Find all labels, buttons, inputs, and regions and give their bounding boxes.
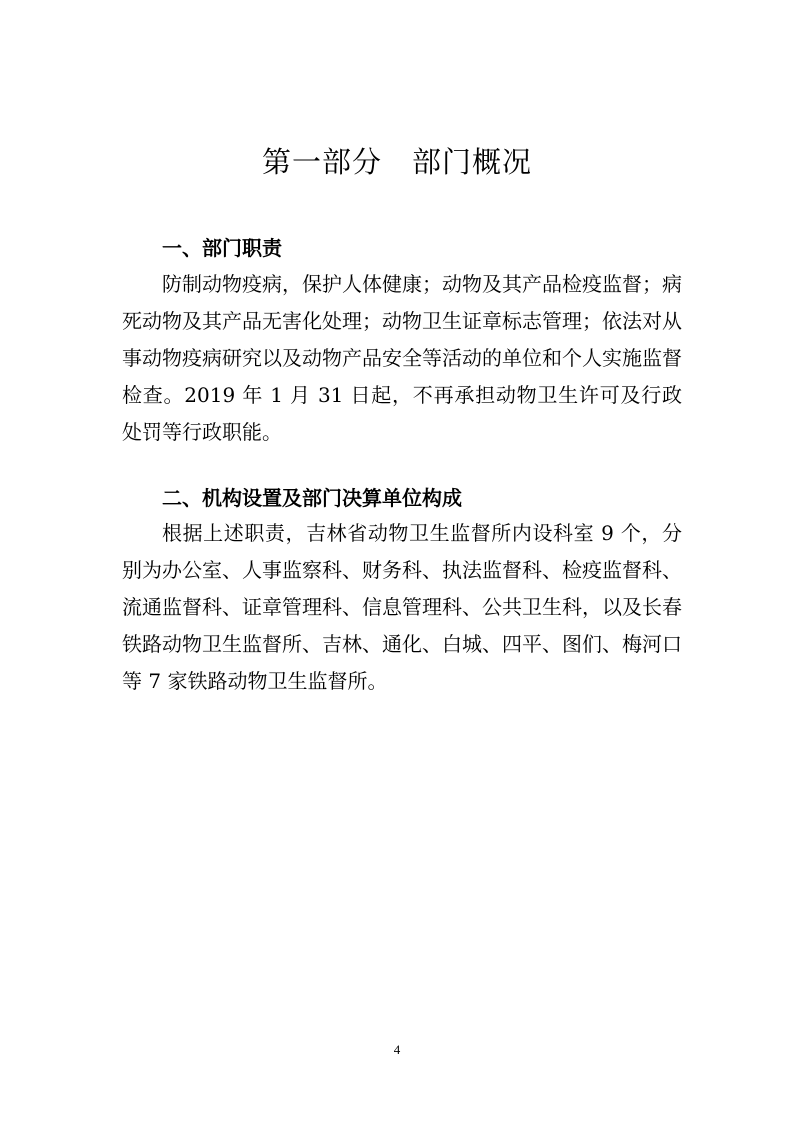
section-heading-duties: 一、部门职责 [162, 236, 282, 260]
page-number: 4 [393, 1042, 401, 1057]
section-body-structure: 根据上述职责，吉林省动物卫生监督所内设科室 9 个，分别为办公室、人事监察科、财务科、执法监督科、检疫监督科、流通监督科、证章管理科、信息管理科、公共卫生科，以及长春铁路动物卫生监督所、吉林、通化、白城、四平、图们、梅河口等 7 家铁路动物卫生监督所。 [122, 521, 682, 693]
page-title: 第一部分 部门概况 [261, 145, 532, 179]
section-heading-structure: 二、机构设置及部门决算单位构成 [162, 486, 462, 510]
section-body-duties: 防制动物疫病，保护人体健康；动物及其产品检疫监督；病死动物及其产品无害化处理；动物卫生证章标志管理；依法对从事动物疫病研究以及动物产品安全等活动的单位和个人实施监督检查。2019 年 1 月 31 日起，不再承担动物卫生许可及行政处罚等行政职能。 [122, 272, 682, 444]
